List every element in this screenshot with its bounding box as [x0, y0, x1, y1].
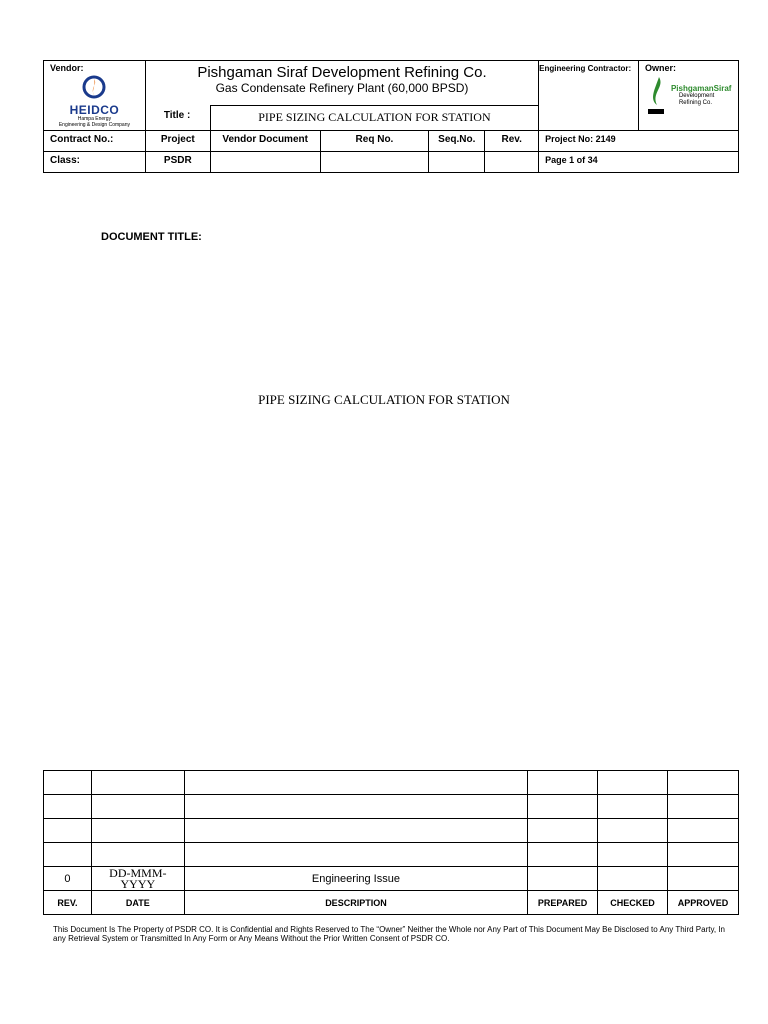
class-value: PSDR — [163, 155, 192, 166]
company-name: Pishgaman Siraf Development Refining Co. — [197, 64, 487, 81]
seq-value-cell — [429, 152, 485, 173]
plant-name: Gas Condensate Refinery Plant (60,000 BPSD) — [215, 81, 469, 95]
confidentiality-notice: This Document Is The Property of PSDR CO. It is Confidential and Rights Reserved to The “Owner” Neither the Whole nor Any Part of This Document May Be Disclosed to Any Third Party, In any Retrieval System or Transmitted In Any Form or Any Means Without the Prior Written Consent of PSDR CO. — [53, 925, 725, 943]
class-label: Class: — [50, 155, 81, 166]
revision-row — [44, 819, 739, 843]
revision-prepared-cell — [528, 867, 598, 891]
revision-rev-cell — [44, 843, 92, 867]
engineering-contractor-label: Engineering Contractor: — [539, 64, 632, 73]
revision-rev-cell — [44, 819, 92, 843]
revision-row — [44, 771, 739, 795]
revision-checked-cell — [598, 771, 668, 795]
seq-label: Seq.No. — [438, 134, 476, 145]
seq-label-cell — [429, 131, 485, 152]
revision-row — [44, 843, 739, 867]
rev-header: REV. — [44, 891, 92, 915]
contract-label-cell — [44, 131, 146, 152]
engineering-contractor-cell — [539, 61, 639, 131]
heidco-logo-sub2: Engineering & Design Company — [58, 122, 130, 128]
revision-approved-cell — [668, 819, 739, 843]
owner-label: Owner: — [644, 63, 676, 73]
revision-checked-cell — [598, 867, 668, 891]
owner-logo — [639, 73, 738, 115]
revision-approved-cell — [668, 867, 739, 891]
revision-checked-cell — [598, 795, 668, 819]
document-header-table — [43, 60, 739, 173]
revision-date-cell — [91, 843, 184, 867]
owner-cell — [638, 61, 738, 131]
revision-approved-cell — [668, 843, 739, 867]
revision-approved-cell — [668, 771, 739, 795]
approved-header: APPROVED — [668, 891, 739, 915]
checked-header: CHECKED — [598, 891, 668, 915]
vendor-label: Vendor: — [50, 63, 84, 73]
revision-checked-cell — [598, 819, 668, 843]
revision-description-cell — [184, 819, 527, 843]
title-value: PIPE SIZING CALCULATION FOR STATION — [258, 110, 491, 124]
revision-prepared-cell — [528, 771, 598, 795]
revision-prepared-cell — [528, 843, 598, 867]
rev-value-cell — [485, 152, 539, 173]
revision-description-cell — [184, 771, 527, 795]
heidco-flame-icon — [82, 75, 106, 99]
date-header: DATE — [91, 891, 184, 915]
document-title: PIPE SIZING CALCULATION FOR STATION — [258, 392, 510, 407]
title-value-cell — [210, 106, 538, 131]
prepared-header: PREPARED — [528, 891, 598, 915]
vendor-logo — [44, 75, 145, 128]
project-no-cell — [539, 131, 739, 152]
title-label-cell — [145, 106, 210, 131]
title-label: Title : — [163, 109, 191, 121]
revision-rev-cell: 0 — [44, 867, 92, 891]
vendor-document-label-cell — [210, 131, 320, 152]
req-value-cell — [320, 152, 429, 173]
revision-approved-cell — [668, 795, 739, 819]
vendor-document-label: Vendor Document — [222, 134, 308, 145]
page-cell — [539, 152, 739, 173]
owner-flame-icon — [647, 75, 669, 115]
owner-logo-line1: PishgamanSiraf — [670, 83, 732, 93]
rev-label: Rev. — [501, 134, 522, 145]
revision-description-cell — [184, 795, 527, 819]
revision-description-cell: Engineering Issue — [184, 867, 527, 891]
contract-label: Contract No.: — [50, 134, 114, 145]
class-label-cell — [44, 152, 146, 173]
project-number: Project No: 2149 — [545, 134, 616, 144]
company-cell — [145, 61, 538, 106]
class-value-cell — [145, 152, 210, 173]
revision-rev-cell — [44, 771, 92, 795]
revision-row — [44, 867, 739, 891]
owner-logo-line3: Refining Co. — [678, 99, 712, 106]
revision-prepared-cell — [528, 819, 598, 843]
project-label: Project — [160, 134, 195, 145]
revision-table-header — [44, 891, 739, 915]
revision-checked-cell — [598, 843, 668, 867]
vendor-cell — [44, 61, 146, 131]
revision-rev-cell — [44, 795, 92, 819]
revision-row — [44, 795, 739, 819]
revision-date-cell — [91, 819, 184, 843]
revision-prepared-cell — [528, 795, 598, 819]
rev-label-cell — [485, 131, 539, 152]
revision-description-cell — [184, 843, 527, 867]
req-label-cell — [320, 131, 429, 152]
description-header: DESCRIPTION — [184, 891, 527, 915]
req-label: Req No. — [355, 134, 394, 145]
vendor-document-value-cell — [210, 152, 320, 173]
document-title-label: DOCUMENT TITLE: — [101, 231, 202, 243]
revision-date-cell — [91, 771, 184, 795]
page-number: Page 1 of 34 — [545, 155, 598, 165]
project-label-cell — [145, 131, 210, 152]
heidco-logo-sub1: Hampa Energy — [77, 116, 112, 122]
owner-logo-line2: Development — [678, 92, 715, 99]
heidco-logo-text: HEIDCO — [69, 103, 120, 117]
revision-date-cell — [91, 795, 184, 819]
revision-table — [43, 770, 739, 915]
revision-date-cell: DD-MMM-YYYY — [91, 867, 184, 891]
